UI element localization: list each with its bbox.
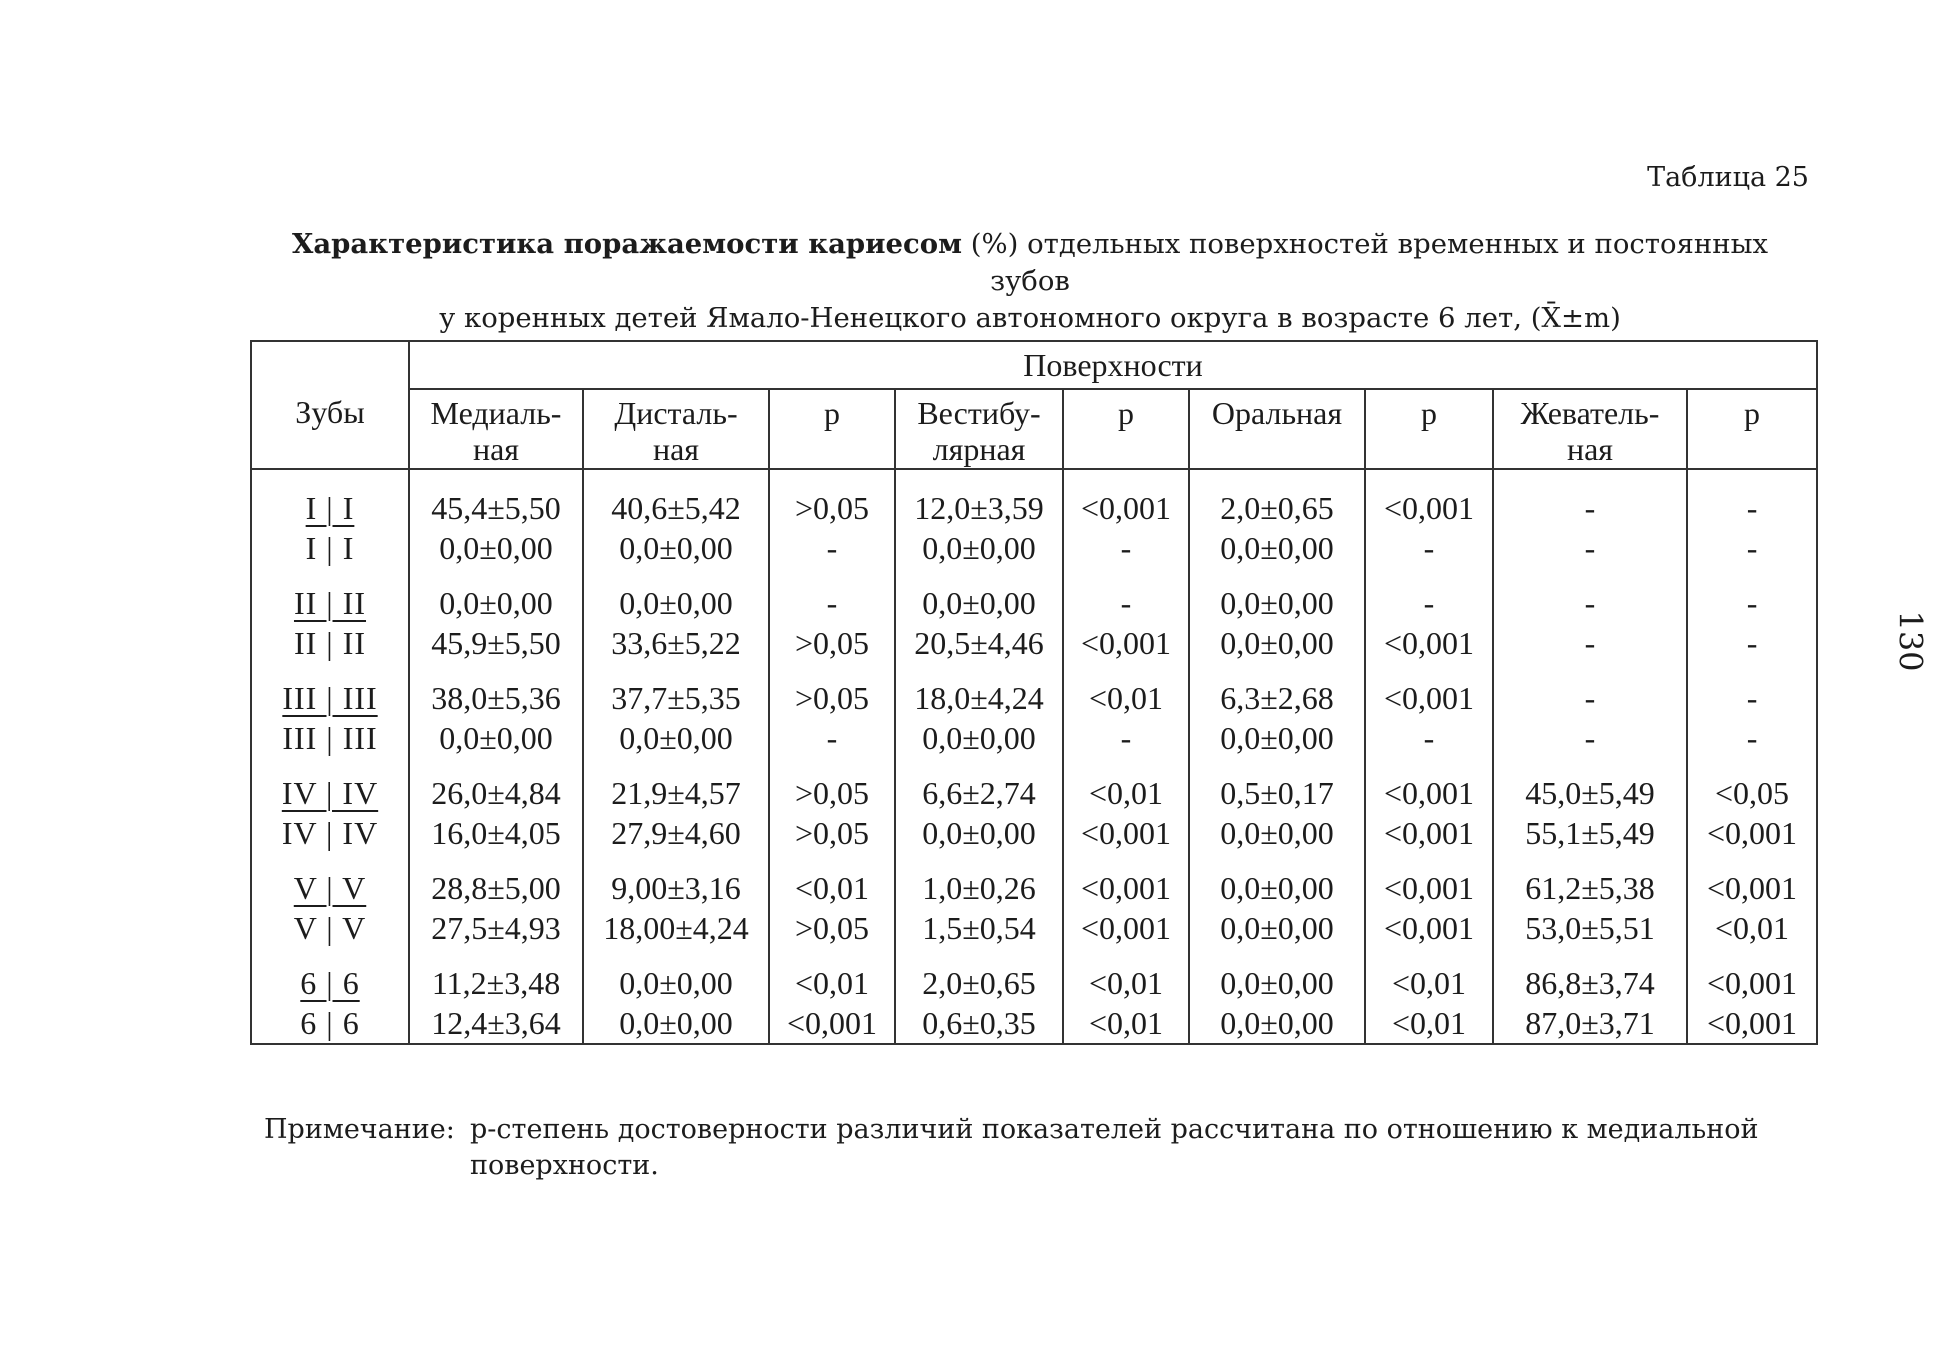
value-cell: <0,01 [1063,663,1189,718]
column-header-line1: Жеватель- [1520,395,1660,431]
column-header [409,389,583,469]
footnote-label: Примечание: [264,1114,455,1145]
value-cell: 0,0±0,00 [583,718,769,758]
table-row [251,469,1817,528]
column-header-line1: р [824,395,840,431]
column-header-line1: Оральная [1211,395,1343,431]
value-cell: - [1687,718,1817,758]
table-row [251,948,1817,1003]
value-cell: <0,001 [1365,623,1493,663]
value-cell: 87,0±3,71 [1493,1003,1687,1044]
value-cell: 0,0±0,00 [1189,853,1365,908]
value-cell: <0,01 [1063,1003,1189,1044]
value-cell: - [1365,528,1493,568]
table-row [251,718,1817,758]
value-cell: 27,9±4,60 [583,813,769,853]
column-header [895,389,1063,469]
tooth-cell [251,813,409,853]
value-cell: 37,7±5,35 [583,663,769,718]
value-cell: 55,1±5,49 [1493,813,1687,853]
value-cell: 40,6±5,42 [583,469,769,528]
value-cell: 0,0±0,00 [1189,718,1365,758]
column-header-line1: Медиаль- [430,395,562,431]
value-cell: - [1063,568,1189,623]
table-label: Таблица 25 [1647,162,1809,193]
value-cell: <0,001 [1365,908,1493,948]
tooth-cell [251,1003,409,1044]
value-cell: <0,01 [769,853,895,908]
value-cell: 45,0±5,49 [1493,758,1687,813]
value-cell: 0,5±0,17 [1189,758,1365,813]
value-cell: - [769,718,895,758]
value-cell: - [1493,469,1687,528]
tooth-cell [251,663,409,718]
value-cell: - [1687,469,1817,528]
tooth-cell [251,908,409,948]
value-cell: - [769,528,895,568]
column-header [1063,389,1189,469]
value-cell: 0,0±0,00 [583,1003,769,1044]
value-cell: 0,0±0,00 [409,528,583,568]
value-cell: 11,2±3,48 [409,948,583,1003]
table-row [251,908,1817,948]
value-cell: 61,2±5,38 [1493,853,1687,908]
value-cell: 12,0±3,59 [895,469,1063,528]
value-cell: 0,0±0,00 [895,718,1063,758]
value-cell: 0,0±0,00 [1189,813,1365,853]
value-cell: - [1365,568,1493,623]
value-cell: - [1493,528,1687,568]
value-cell: <0,001 [1063,623,1189,663]
value-cell: 2,0±0,65 [1189,469,1365,528]
value-cell: <0,001 [1063,908,1189,948]
tooth-cell [251,948,409,1003]
value-cell: 0,0±0,00 [409,718,583,758]
table-body [251,469,1817,1044]
value-cell: <0,01 [1365,948,1493,1003]
value-cell: 45,9±5,50 [409,623,583,663]
value-cell: 21,9±4,57 [583,758,769,813]
value-cell: 53,0±5,51 [1493,908,1687,948]
value-cell: <0,001 [1063,853,1189,908]
title-rest-line1: (%) отдельных поверхностей временных и постоянных зубов [970,228,1768,297]
value-cell: <0,001 [1687,853,1817,908]
value-cell: <0,01 [1063,948,1189,1003]
column-header-line1: р [1421,395,1437,431]
value-cell: 6,6±2,74 [895,758,1063,813]
value-cell: <0,001 [1063,469,1189,528]
value-cell: 0,0±0,00 [1189,568,1365,623]
value-cell: 0,0±0,00 [583,528,769,568]
value-cell: - [1687,568,1817,623]
tooth-cell [251,758,409,813]
value-cell: >0,05 [769,758,895,813]
title-bold-part: Характеристика поражаемости кариесом [292,228,963,260]
tooth-label-upper-jaw: V | V [293,870,367,906]
column-header-line1: Дисталь- [614,395,738,431]
value-cell: - [1493,568,1687,623]
table-row [251,623,1817,663]
table-row [251,528,1817,568]
value-cell: 27,5±4,93 [409,908,583,948]
value-cell: >0,05 [769,813,895,853]
value-cell: 2,0±0,65 [895,948,1063,1003]
page-number: 130 [1891,610,1930,672]
value-cell: 0,0±0,00 [1189,1003,1365,1044]
value-cell: 20,5±4,46 [895,623,1063,663]
value-cell: 0,0±0,00 [895,813,1063,853]
value-cell: 16,0±4,05 [409,813,583,853]
value-cell: <0,01 [1063,758,1189,813]
value-cell: - [769,568,895,623]
value-cell: 86,8±3,74 [1493,948,1687,1003]
title-line2: у коренных детей Ямало-Ненецкого автономного округа в возрасте 6 лет, (X̄±m) [439,302,1621,334]
value-cell: <0,01 [769,948,895,1003]
value-cell: >0,05 [769,469,895,528]
tooth-label-upper-jaw: II | II [293,585,367,621]
value-cell: >0,05 [769,623,895,663]
value-cell: 12,4±3,64 [409,1003,583,1044]
tooth-label-upper-jaw: III | III [282,680,378,716]
value-cell: - [1687,528,1817,568]
value-cell: 0,0±0,00 [583,948,769,1003]
tooth-cell [251,623,409,663]
value-cell: <0,001 [1365,469,1493,528]
footnote [264,1112,1824,1184]
value-cell: <0,001 [1063,813,1189,853]
column-header-line1: р [1118,395,1134,431]
column-header-line2: ная [652,431,700,467]
value-cell: 0,0±0,00 [1189,528,1365,568]
value-cell: <0,001 [1687,948,1817,1003]
value-cell: 38,0±5,36 [409,663,583,718]
column-header-line1: Вестибу- [917,395,1041,431]
value-cell: - [1493,623,1687,663]
value-cell: >0,05 [769,908,895,948]
tooth-cell [251,469,409,528]
tooth-label-lower-jaw: IV | IV [281,815,379,851]
value-cell: 0,0±0,00 [409,568,583,623]
tooth-label-lower-jaw: V | V [293,910,367,946]
value-cell: <0,001 [1365,853,1493,908]
value-cell: >0,05 [769,663,895,718]
value-cell: 18,0±4,24 [895,663,1063,718]
value-cell: <0,01 [1687,908,1817,948]
value-cell: 9,00±3,16 [583,853,769,908]
footnote-text: р-степень достоверности различий показателей рассчитана по отношению к медиальной поверхности. [470,1114,1759,1181]
value-cell: 18,00±4,24 [583,908,769,948]
column-header [583,389,769,469]
tooth-label-upper-jaw: 6 | 6 [300,965,360,1001]
tooth-cell [251,528,409,568]
tooth-cell [251,718,409,758]
table-row [251,568,1817,623]
tooth-label-upper-jaw: I | I [305,490,355,526]
value-cell: - [1365,718,1493,758]
table-row [251,758,1817,813]
tooth-cell [251,853,409,908]
tooth-label-lower-jaw: I | I [305,530,355,566]
value-cell: 28,8±5,00 [409,853,583,908]
value-cell: 26,0±4,84 [409,758,583,813]
value-cell: 0,0±0,00 [1189,908,1365,948]
column-header-line2: ная [472,431,520,467]
value-cell: 1,5±0,54 [895,908,1063,948]
table-row [251,1003,1817,1044]
tooth-label-lower-jaw: II | II [293,625,367,661]
column-header-line1: р [1744,395,1761,431]
tooth-label-lower-jaw: III | III [282,720,378,756]
value-cell: <0,001 [769,1003,895,1044]
value-cell: - [1493,718,1687,758]
table-row [251,813,1817,853]
tooth-cell [251,568,409,623]
value-cell: 0,0±0,00 [895,528,1063,568]
caries-table [250,340,1818,1045]
value-cell: - [1493,663,1687,718]
teeth-header: Зубы [251,341,409,469]
value-cell: 1,0±0,26 [895,853,1063,908]
value-cell: <0,001 [1365,813,1493,853]
tooth-label-upper-jaw: IV | IV [281,775,379,811]
table-row [251,853,1817,908]
value-cell: 6,3±2,68 [1189,663,1365,718]
value-cell: <0,01 [1365,1003,1493,1044]
column-header [1493,389,1687,469]
value-cell: - [1063,528,1189,568]
surfaces-header: Поверхности [409,341,1817,389]
value-cell: <0,001 [1687,813,1817,853]
table-title [250,226,1810,337]
table-row [251,663,1817,718]
value-cell: - [1687,623,1817,663]
value-cell: - [1063,718,1189,758]
value-cell: 0,0±0,00 [1189,948,1365,1003]
value-cell: 0,0±0,00 [583,568,769,623]
value-cell: <0,05 [1687,758,1817,813]
column-header [1189,389,1365,469]
value-cell: 45,4±5,50 [409,469,583,528]
column-header-line2: лярная [932,431,1026,467]
value-cell: <0,001 [1687,1003,1817,1044]
value-cell: 33,6±5,22 [583,623,769,663]
value-cell: 0,6±0,35 [895,1003,1063,1044]
value-cell: <0,001 [1365,758,1493,813]
value-cell: 0,0±0,00 [895,568,1063,623]
value-cell: 0,0±0,00 [1189,623,1365,663]
tooth-label-lower-jaw: 6 | 6 [300,1005,360,1041]
column-header-line2: ная [1566,431,1614,467]
column-header [769,389,895,469]
value-cell: <0,001 [1365,663,1493,718]
value-cell: - [1687,663,1817,718]
column-header [1687,389,1817,469]
column-header [1365,389,1493,469]
